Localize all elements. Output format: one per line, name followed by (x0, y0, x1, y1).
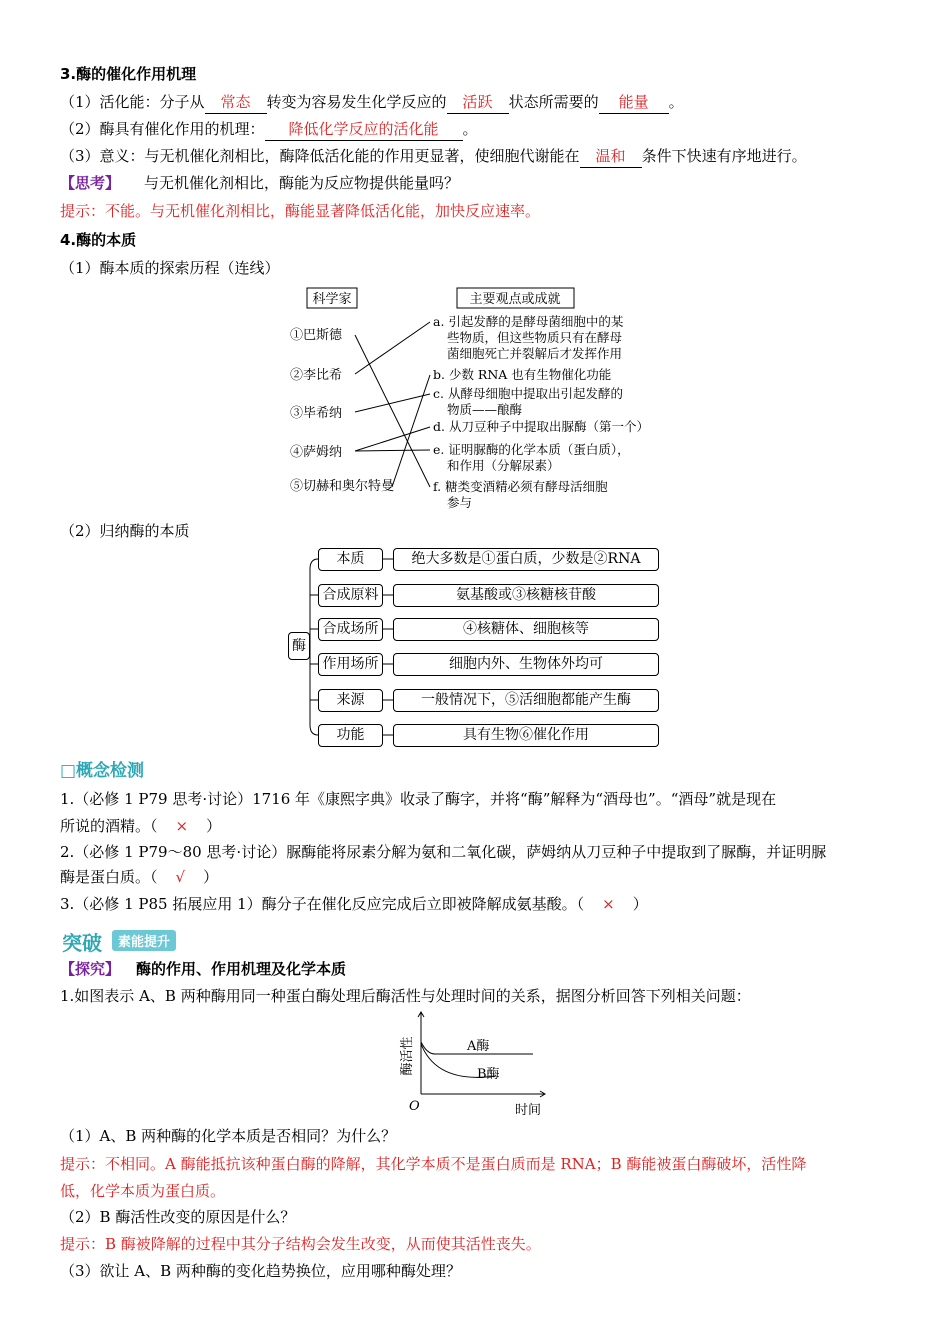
badge-main: 突破 (62, 931, 102, 955)
concept-check-title: □概念检测 (60, 761, 145, 781)
blank-1: 常态 (205, 91, 267, 114)
scientist-5: ⑤切赫和奥尔特曼 (290, 479, 395, 494)
scientist-header: 科学家 (312, 292, 352, 307)
enzyme-activity-chart (395, 1008, 555, 1118)
hint-1-line-1: 提示：不相同。A 酶能抵抗该种蛋白酶的降解，其化学本质不是蛋白质而是 RNA；B 酶能被蛋白酶破坏，活性降 (60, 1155, 807, 1173)
summary-content: 具有生物⑥催化作用 (393, 724, 659, 747)
sub-heading-2: （2）归纳酶的本质 (60, 522, 190, 540)
svg-text:d. 从刀豆种子中提取出脲酶（第一个）: d. 从刀豆种子中提取出脲酶（第一个） (433, 419, 649, 434)
achievement-header: 主要观点或成就 (469, 292, 561, 307)
enzyme-summary-diagram (288, 545, 668, 750)
matching-diagram (280, 284, 680, 516)
explore-tag: 【探究】 (60, 960, 121, 978)
svg-text:f. 糖类变酒精必须有酵母活细胞: f. 糖类变酒精必须有酵母活细胞 (433, 479, 608, 494)
svg-text:和作用（分解尿素）: 和作用（分解尿素） (447, 458, 560, 473)
svg-text:参与: 参与 (447, 495, 473, 510)
sub-question-3: （3）欲让 A、B 两种酶的变化趋势换位，应用哪种酶处理？ (60, 1262, 461, 1280)
summary-label: 功能 (318, 724, 383, 747)
summary-label: 本质 (318, 548, 383, 571)
scientist-2: ②李比希 (290, 368, 343, 383)
question-3-line: 3.（必修 1 P85 拓展应用 1）酶分子在催化反应完成后立即被降解成氨基酸。（ × ） (60, 895, 648, 913)
think-tag: 【思考】 (60, 174, 121, 192)
question-1-line-2: 所说的酒精。（ × ） (60, 817, 222, 835)
summary-label: 合成场所 (318, 618, 383, 641)
sub-heading-1: （1）酶本质的探索历程（连线） (60, 259, 280, 277)
answer-mark-3: × (602, 895, 615, 913)
svg-text:物质——酿酶: 物质——酿酶 (447, 402, 523, 417)
badge-sub: 素能提升 (112, 930, 176, 951)
svg-text:c. 从酵母细胞中提取出引起发酵的: c. 从酵母细胞中提取出引起发酵的 (433, 386, 623, 401)
activation-energy-line: （1）活化能：分子从 常态 转变为容易发生化学反应的 活跃 状态所需要的 能量 。 (60, 91, 684, 114)
hint-line: 提示：不能。与无机催化剂相比，酶能显著降低活化能，加快反应速率。 (60, 202, 541, 220)
answer-mark-1: × (175, 817, 189, 835)
section-4-heading: 4.酶的本质 (60, 231, 137, 249)
summary-content: 绝大多数是①蛋白质，少数是②RNA (393, 548, 659, 571)
enzyme-center-label: 酶 (288, 632, 310, 660)
sub-question-2: （2）B 酶活性改变的原因是什么？ (60, 1208, 296, 1226)
mechanism-line: （2）酶具有催化作用的机理： 降低化学反应的活化能 。 (60, 118, 478, 141)
summary-content: 氨基酸或③核糖核苷酸 (393, 584, 659, 607)
summary-content: 一般情况下，⑤活细胞都能产生酶 (393, 689, 659, 712)
summary-content: ④核糖体、细胞核等 (393, 618, 659, 641)
y-axis-label: 酶活性 (400, 1036, 415, 1076)
summary-label: 合成原料 (318, 584, 383, 607)
sub-question-1: （1）A、B 两种酶的化学本质是否相同？为什么？ (60, 1127, 397, 1145)
x-axis-label: 时间 (515, 1103, 542, 1118)
svg-text:e. 证明脲酶的化学本质（蛋白质），: e. 证明脲酶的化学本质（蛋白质）， (433, 442, 630, 457)
summary-content: 细胞内外、生物体外均可 (393, 653, 659, 676)
series-a-label: A酶 (467, 1039, 490, 1054)
scientist-1: ①巴斯德 (290, 328, 343, 343)
explore-question-1: 1.如图表示 A、B 两种酶用同一种蛋白酶处理后酶活性与处理时间的关系，据图分析回答下列相关问题： (60, 987, 751, 1005)
series-b-label: B酶 (477, 1067, 500, 1082)
connector-lines (355, 322, 430, 487)
scientist-4: ④萨姆纳 (290, 445, 343, 460)
think-line: 【思考】 与无机催化剂相比，酶能为反应物提供能量吗？ (60, 174, 460, 192)
hint-2-line: 提示：B 酶被降解的过程中其分子结构会发生改变，从而使其活性丧失。 (60, 1235, 541, 1253)
question-2-line-1: 2.（必修 1 P79～80 思考·讨论）脲酶能将尿素分解为氨和二氧化碳，萨姆纳从刀豆种子中提取到了脲酶，并证明脲 (60, 843, 827, 861)
svg-text:b. 少数 RNA 也有生物催化功能: b. 少数 RNA 也有生物催化功能 (433, 367, 612, 382)
summary-brackets (288, 545, 668, 750)
breakthrough-badge (60, 927, 210, 953)
blank-4: 降低化学反应的活化能 (265, 118, 463, 141)
significance-line: （3）意义：与无机催化剂相比，酶降低活化能的作用更显著，使细胞代谢能在 温和 条件下快速有序地进行。 (60, 145, 807, 168)
question-2-line-2: 酶是蛋白质。（ √ ） (60, 868, 219, 886)
scientist-3: ③毕希纳 (290, 406, 343, 421)
svg-text:a. 引起发酵的是酵母菌细胞中的某: a. 引起发酵的是酵母菌细胞中的某 (433, 314, 624, 329)
explore-line (60, 958, 346, 980)
origin-label: O (409, 1099, 420, 1114)
hint-1-line-2: 低，化学本质为蛋白质。 (60, 1182, 226, 1200)
question-1-line-1: 1.（必修 1 P79 思考·讨论）1716 年《康熙字典》收录了酶字，并将“酶”解释为“酒母也”。“酒母”就是现在 (60, 790, 777, 808)
blank-5: 温和 (580, 145, 642, 168)
svg-text:些物质，但这些物质只有在酵母: 些物质，但这些物质只有在酵母 (447, 330, 623, 345)
svg-text:菌细胞死亡并裂解后才发挥作用: 菌细胞死亡并裂解后才发挥作用 (447, 346, 623, 361)
summary-label: 作用场所 (318, 653, 383, 676)
answer-mark-2: √ (175, 868, 186, 886)
blank-2: 活跃 (447, 91, 509, 114)
summary-label: 来源 (318, 689, 383, 712)
explore-title: 酶的作用、作用机理及化学本质 (136, 960, 347, 978)
blank-3: 能量 (599, 91, 669, 114)
section-3-heading: 3.酶的催化作用机理 (60, 65, 197, 83)
